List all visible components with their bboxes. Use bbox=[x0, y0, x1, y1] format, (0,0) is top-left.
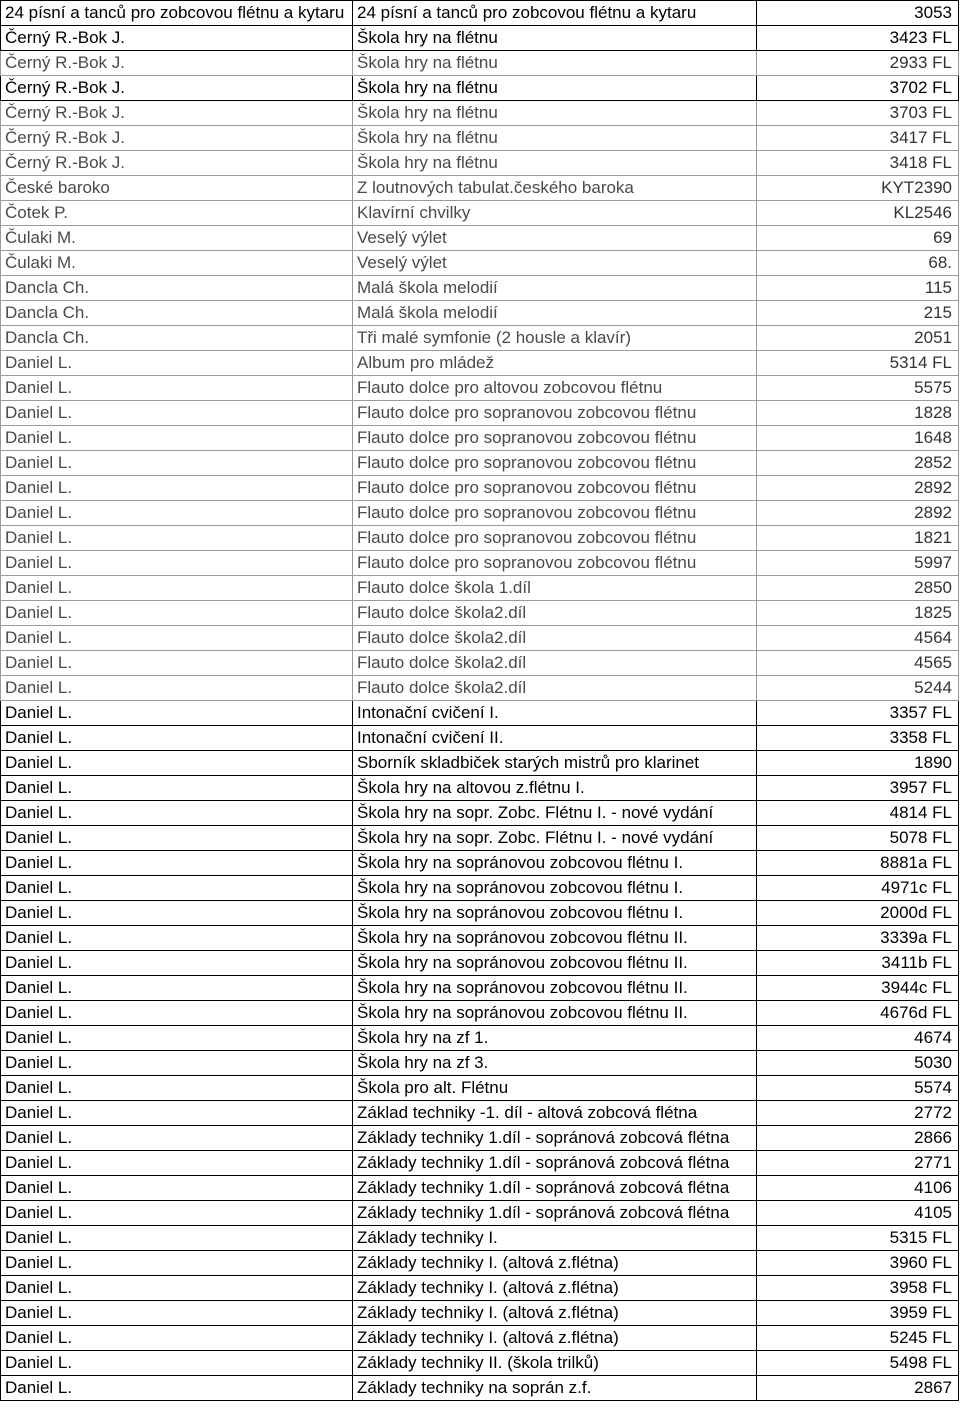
table-row bbox=[1, 926, 959, 951]
code-cell: 4106 bbox=[757, 1176, 959, 1201]
code-cell: 1828 bbox=[757, 401, 959, 426]
code-cell: 4564 bbox=[757, 626, 959, 651]
title-cell: Škola hry na sopránovou zobcovou flétnu II. bbox=[353, 926, 757, 951]
title-cell: Škola hry na sopránovou zobcovou flétnu II. bbox=[353, 951, 757, 976]
author-cell: Daniel L. bbox=[1, 776, 353, 801]
author-cell: Daniel L. bbox=[1, 376, 353, 401]
code-cell: 3358 FL bbox=[757, 726, 959, 751]
table-row bbox=[1, 726, 959, 751]
author-cell: Dancla Ch. bbox=[1, 326, 353, 351]
code-cell: 4676d FL bbox=[757, 1001, 959, 1026]
title-cell: Základy techniky I. (altová z.flétna) bbox=[353, 1326, 757, 1351]
author-cell: Černý R.-Bok J. bbox=[1, 76, 353, 101]
code-cell: 2892 bbox=[757, 476, 959, 501]
title-cell: Flauto dolce pro sopranovou zobcovou flétnu bbox=[353, 401, 757, 426]
author-cell: Daniel L. bbox=[1, 701, 353, 726]
table-row bbox=[1, 1176, 959, 1201]
code-cell: 5575 bbox=[757, 376, 959, 401]
code-cell: 1890 bbox=[757, 751, 959, 776]
author-cell: Čulaki M. bbox=[1, 251, 353, 276]
title-cell: Základy techniky 1.díl - sopránová zobcová flétna bbox=[353, 1176, 757, 1201]
table-row bbox=[1, 601, 959, 626]
author-cell: Daniel L. bbox=[1, 1351, 353, 1376]
table-row bbox=[1, 501, 959, 526]
title-cell: Základy techniky na soprán z.f. bbox=[353, 1376, 757, 1401]
author-cell: 24 písní a tanců pro zobcovou flétnu a kytaru bbox=[1, 1, 353, 26]
author-cell: Daniel L. bbox=[1, 426, 353, 451]
table-row bbox=[1, 51, 959, 76]
author-cell: Daniel L. bbox=[1, 1201, 353, 1226]
table-row bbox=[1, 1026, 959, 1051]
code-cell: 2051 bbox=[757, 326, 959, 351]
table-row bbox=[1, 176, 959, 201]
table-row bbox=[1, 351, 959, 376]
table-row bbox=[1, 76, 959, 101]
author-cell: Daniel L. bbox=[1, 926, 353, 951]
code-cell: 3423 FL bbox=[757, 26, 959, 51]
author-cell: Daniel L. bbox=[1, 351, 353, 376]
table-row bbox=[1, 426, 959, 451]
table-row bbox=[1, 1151, 959, 1176]
table-row bbox=[1, 376, 959, 401]
table-row bbox=[1, 1301, 959, 1326]
author-cell: Daniel L. bbox=[1, 1276, 353, 1301]
table-row bbox=[1, 751, 959, 776]
table-row bbox=[1, 626, 959, 651]
table-row bbox=[1, 1276, 959, 1301]
author-cell: Černý R.-Bok J. bbox=[1, 151, 353, 176]
code-cell: 2000d FL bbox=[757, 901, 959, 926]
code-cell: 3703 FL bbox=[757, 101, 959, 126]
author-cell: Daniel L. bbox=[1, 1076, 353, 1101]
title-cell: Škola hry na flétnu bbox=[353, 101, 757, 126]
title-cell: Základy techniky 1.díl - sopránová zobcová flétna bbox=[353, 1201, 757, 1226]
code-cell: 3957 FL bbox=[757, 776, 959, 801]
code-cell: 3960 FL bbox=[757, 1251, 959, 1276]
author-cell: Daniel L. bbox=[1, 501, 353, 526]
table-row bbox=[1, 126, 959, 151]
author-cell: Daniel L. bbox=[1, 476, 353, 501]
title-cell: Škola hry na zf 3. bbox=[353, 1051, 757, 1076]
author-cell: Černý R.-Bok J. bbox=[1, 126, 353, 151]
table-row bbox=[1, 326, 959, 351]
code-cell: 5314 FL bbox=[757, 351, 959, 376]
title-cell: Škola hry na zf 1. bbox=[353, 1026, 757, 1051]
author-cell: Daniel L. bbox=[1, 576, 353, 601]
table-row bbox=[1, 1251, 959, 1276]
title-cell: Základy techniky I. (altová z.flétna) bbox=[353, 1251, 757, 1276]
table-row bbox=[1, 651, 959, 676]
code-cell: 3053 bbox=[757, 1, 959, 26]
title-cell: Škola hry na flétnu bbox=[353, 51, 757, 76]
code-cell: 5030 bbox=[757, 1051, 959, 1076]
author-cell: Čotek P. bbox=[1, 201, 353, 226]
code-cell: 3411b FL bbox=[757, 951, 959, 976]
author-cell: Daniel L. bbox=[1, 451, 353, 476]
author-cell: Černý R.-Bok J. bbox=[1, 26, 353, 51]
table-row bbox=[1, 901, 959, 926]
title-cell: Flauto dolce škola2.díl bbox=[353, 676, 757, 701]
code-cell: 4814 FL bbox=[757, 801, 959, 826]
code-cell: 2850 bbox=[757, 576, 959, 601]
code-cell: 4565 bbox=[757, 651, 959, 676]
author-cell: Daniel L. bbox=[1, 1251, 353, 1276]
title-cell: Škola hry na flétnu bbox=[353, 126, 757, 151]
author-cell: Daniel L. bbox=[1, 976, 353, 1001]
table-row bbox=[1, 576, 959, 601]
table-row bbox=[1, 276, 959, 301]
table-row bbox=[1, 1226, 959, 1251]
author-cell: Daniel L. bbox=[1, 1226, 353, 1251]
code-cell: 3959 FL bbox=[757, 1301, 959, 1326]
title-cell: Flauto dolce pro altovou zobcovou flétnu bbox=[353, 376, 757, 401]
table-row bbox=[1, 1126, 959, 1151]
table-row bbox=[1, 1101, 959, 1126]
title-cell: Základy techniky II. (škola trilků) bbox=[353, 1351, 757, 1376]
author-cell: Daniel L. bbox=[1, 901, 353, 926]
table-row bbox=[1, 526, 959, 551]
author-cell: Daniel L. bbox=[1, 726, 353, 751]
author-cell: Daniel L. bbox=[1, 851, 353, 876]
title-cell: Základ techniky -1. díl - altová zobcová flétna bbox=[353, 1101, 757, 1126]
author-cell: Dancla Ch. bbox=[1, 276, 353, 301]
author-cell: Daniel L. bbox=[1, 1376, 353, 1401]
title-cell: Škola hry na sopránovou zobcovou flétnu II. bbox=[353, 976, 757, 1001]
code-cell: 2933 FL bbox=[757, 51, 959, 76]
code-cell: 1825 bbox=[757, 601, 959, 626]
table-row bbox=[1, 401, 959, 426]
title-cell: Malá škola melodií bbox=[353, 301, 757, 326]
table-row bbox=[1, 801, 959, 826]
table-row bbox=[1, 851, 959, 876]
author-cell: Daniel L. bbox=[1, 1151, 353, 1176]
author-cell: Daniel L. bbox=[1, 876, 353, 901]
title-cell: Flauto dolce pro sopranovou zobcovou flétnu bbox=[353, 526, 757, 551]
code-cell: 1648 bbox=[757, 426, 959, 451]
code-cell: 2892 bbox=[757, 501, 959, 526]
title-cell: Tři malé symfonie (2 housle a klavír) bbox=[353, 326, 757, 351]
title-cell: Škola pro alt. Flétnu bbox=[353, 1076, 757, 1101]
title-cell: Základy techniky I. (altová z.flétna) bbox=[353, 1301, 757, 1326]
title-cell: Škola hry na sopr. Zobc. Flétnu I. - nové vydání bbox=[353, 826, 757, 851]
author-cell: Daniel L. bbox=[1, 526, 353, 551]
title-cell: Z loutnových tabulat.českého baroka bbox=[353, 176, 757, 201]
table-row bbox=[1, 551, 959, 576]
code-cell: 3339a FL bbox=[757, 926, 959, 951]
table-row bbox=[1, 976, 959, 1001]
author-cell: Černý R.-Bok J. bbox=[1, 101, 353, 126]
table-row bbox=[1, 1, 959, 26]
title-cell: Škola hry na flétnu bbox=[353, 151, 757, 176]
table-row bbox=[1, 1326, 959, 1351]
code-cell: 2852 bbox=[757, 451, 959, 476]
code-cell: 4971c FL bbox=[757, 876, 959, 901]
author-cell: Dancla Ch. bbox=[1, 301, 353, 326]
title-cell: Základy techniky I. bbox=[353, 1226, 757, 1251]
table-row bbox=[1, 101, 959, 126]
table-row bbox=[1, 201, 959, 226]
author-cell: Daniel L. bbox=[1, 626, 353, 651]
author-cell: Daniel L. bbox=[1, 801, 353, 826]
code-cell: 4105 bbox=[757, 1201, 959, 1226]
title-cell: Základy techniky 1.díl - sopránová zobcová flétna bbox=[353, 1126, 757, 1151]
author-cell: Daniel L. bbox=[1, 826, 353, 851]
table-row bbox=[1, 1076, 959, 1101]
title-cell: Flauto dolce škola2.díl bbox=[353, 601, 757, 626]
author-cell: Daniel L. bbox=[1, 1176, 353, 1201]
code-cell: 5997 bbox=[757, 551, 959, 576]
code-cell: 2772 bbox=[757, 1101, 959, 1126]
code-cell: 5245 FL bbox=[757, 1326, 959, 1351]
title-cell: Základy techniky 1.díl - sopránová zobcová flétna bbox=[353, 1151, 757, 1176]
title-cell: Flauto dolce pro sopranovou zobcovou flétnu bbox=[353, 501, 757, 526]
author-cell: Čulaki M. bbox=[1, 226, 353, 251]
title-cell: Škola hry na sopránovou zobcovou flétnu I. bbox=[353, 876, 757, 901]
title-cell: Škola hry na sopr. Zobc. Flétnu I. - nové vydání bbox=[353, 801, 757, 826]
title-cell: Flauto dolce škola2.díl bbox=[353, 651, 757, 676]
title-cell: Intonační cvičení I. bbox=[353, 701, 757, 726]
author-cell: Daniel L. bbox=[1, 1101, 353, 1126]
title-cell: Klavírní chvilky bbox=[353, 201, 757, 226]
title-cell: Základy techniky I. (altová z.flétna) bbox=[353, 1276, 757, 1301]
table-row bbox=[1, 1201, 959, 1226]
title-cell: Malá škola melodií bbox=[353, 276, 757, 301]
table-row bbox=[1, 951, 959, 976]
author-cell: Daniel L. bbox=[1, 1026, 353, 1051]
title-cell: Škola hry na flétnu bbox=[353, 76, 757, 101]
code-cell: 5078 FL bbox=[757, 826, 959, 851]
table-row bbox=[1, 676, 959, 701]
code-cell: 4674 bbox=[757, 1026, 959, 1051]
table-row bbox=[1, 451, 959, 476]
table-row bbox=[1, 151, 959, 176]
table-row bbox=[1, 251, 959, 276]
code-cell: 5574 bbox=[757, 1076, 959, 1101]
code-cell: 3357 FL bbox=[757, 701, 959, 726]
code-cell: 5244 bbox=[757, 676, 959, 701]
title-cell: Škola hry na sopránovou zobcovou flétnu I. bbox=[353, 901, 757, 926]
title-cell: Flauto dolce pro sopranovou zobcovou flétnu bbox=[353, 451, 757, 476]
table-row bbox=[1, 1376, 959, 1401]
title-cell: Škola hry na altovou z.flétnu I. bbox=[353, 776, 757, 801]
title-cell: Škola hry na flétnu bbox=[353, 26, 757, 51]
title-cell: Flauto dolce pro sopranovou zobcovou flétnu bbox=[353, 426, 757, 451]
table-row bbox=[1, 26, 959, 51]
author-cell: Daniel L. bbox=[1, 601, 353, 626]
table-row bbox=[1, 1051, 959, 1076]
title-cell: 24 písní a tanců pro zobcovou flétnu a kytaru bbox=[353, 1, 757, 26]
code-cell: 3958 FL bbox=[757, 1276, 959, 1301]
title-cell: Flauto dolce škola2.díl bbox=[353, 626, 757, 651]
author-cell: České baroko bbox=[1, 176, 353, 201]
table-row bbox=[1, 1351, 959, 1376]
author-cell: Daniel L. bbox=[1, 651, 353, 676]
code-cell: 1821 bbox=[757, 526, 959, 551]
author-cell: Daniel L. bbox=[1, 1001, 353, 1026]
code-cell: KL2546 bbox=[757, 201, 959, 226]
catalog-rows bbox=[1, 1, 959, 1401]
code-cell: 3702 FL bbox=[757, 76, 959, 101]
table-row bbox=[1, 826, 959, 851]
code-cell: 3418 FL bbox=[757, 151, 959, 176]
title-cell: Veselý výlet bbox=[353, 251, 757, 276]
author-cell: Daniel L. bbox=[1, 751, 353, 776]
code-cell: 2771 bbox=[757, 1151, 959, 1176]
author-cell: Daniel L. bbox=[1, 1326, 353, 1351]
author-cell: Daniel L. bbox=[1, 551, 353, 576]
author-cell: Daniel L. bbox=[1, 676, 353, 701]
title-cell: Škola hry na sopránovou zobcovou flétnu I. bbox=[353, 851, 757, 876]
author-cell: Daniel L. bbox=[1, 1126, 353, 1151]
title-cell: Album pro mládež bbox=[353, 351, 757, 376]
author-cell: Černý R.-Bok J. bbox=[1, 51, 353, 76]
code-cell: 5498 FL bbox=[757, 1351, 959, 1376]
title-cell: Sborník skladbiček starých mistrů pro klarinet bbox=[353, 751, 757, 776]
code-cell: 3417 FL bbox=[757, 126, 959, 151]
table-row bbox=[1, 476, 959, 501]
table-row bbox=[1, 701, 959, 726]
code-cell: 115 bbox=[757, 276, 959, 301]
table-row bbox=[1, 776, 959, 801]
title-cell: Veselý výlet bbox=[353, 226, 757, 251]
author-cell: Daniel L. bbox=[1, 951, 353, 976]
code-cell: 3944c FL bbox=[757, 976, 959, 1001]
code-cell: 8881a FL bbox=[757, 851, 959, 876]
author-cell: Daniel L. bbox=[1, 401, 353, 426]
code-cell: 215 bbox=[757, 301, 959, 326]
table-row bbox=[1, 226, 959, 251]
title-cell: Škola hry na sopránovou zobcovou flétnu II. bbox=[353, 1001, 757, 1026]
title-cell: Flauto dolce pro sopranovou zobcovou flétnu bbox=[353, 476, 757, 501]
table-row bbox=[1, 1001, 959, 1026]
author-cell: Daniel L. bbox=[1, 1051, 353, 1076]
code-cell: 69 bbox=[757, 226, 959, 251]
title-cell: Intonační cvičení II. bbox=[353, 726, 757, 751]
title-cell: Flauto dolce škola 1.díl bbox=[353, 576, 757, 601]
title-cell: Flauto dolce pro sopranovou zobcovou flétnu bbox=[353, 551, 757, 576]
table-row bbox=[1, 876, 959, 901]
code-cell: 68. bbox=[757, 251, 959, 276]
table-row bbox=[1, 301, 959, 326]
code-cell: 2867 bbox=[757, 1376, 959, 1401]
code-cell: 5315 FL bbox=[757, 1226, 959, 1251]
code-cell: KYT2390 bbox=[757, 176, 959, 201]
author-cell: Daniel L. bbox=[1, 1301, 353, 1326]
code-cell: 2866 bbox=[757, 1126, 959, 1151]
